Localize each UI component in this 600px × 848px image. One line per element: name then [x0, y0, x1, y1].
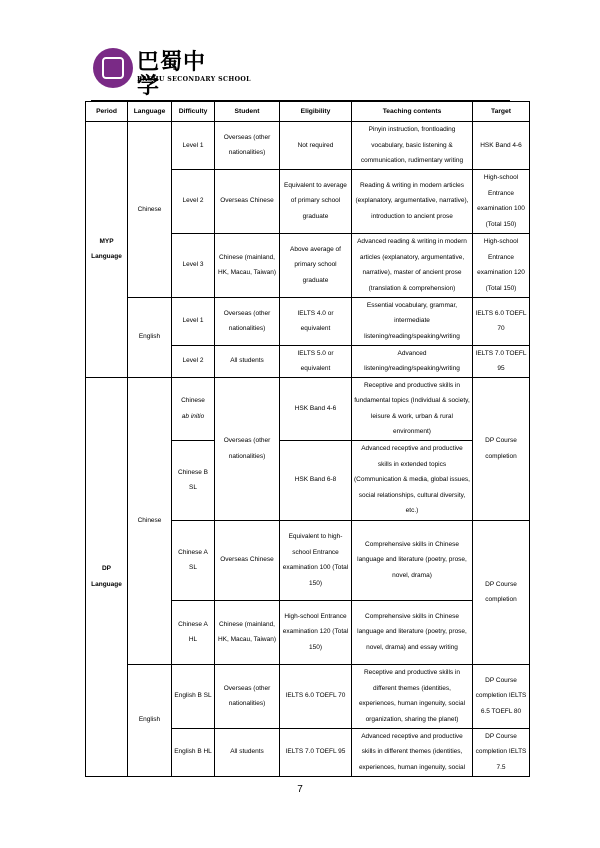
target-cell: IELTS 6.0 TOEFL 70 — [473, 297, 530, 345]
language-cell: Chinese — [128, 122, 172, 298]
contents-cell: Advanced reading & writing in modern articles (explanatory, argumentative, narrative), master of ancient prose (translation & comprehension) — [352, 233, 473, 297]
school-seal-icon — [93, 48, 133, 88]
difficulty-cell: Level 2 — [172, 169, 215, 233]
header-cell: Target — [473, 102, 530, 122]
student-cell: Overseas Chinese — [215, 520, 280, 600]
language-cell: English — [128, 297, 172, 377]
contents-cell: Comprehensive skills in Chinese language and literature (poetry, prose, novel, drama) — [352, 520, 473, 600]
contents-cell: Advanced receptive and productive skills in extended topics (Communication & media, global issues, social relationships, cultural diversity, etc.) — [352, 440, 473, 520]
difficulty-text-italic: ab initio — [181, 412, 205, 420]
target-cell: HSK Band 4-6 — [473, 122, 530, 170]
header-cell: Difficulty — [172, 102, 215, 122]
table-row — [86, 664, 530, 728]
curriculum-table — [85, 101, 530, 777]
period-cell: DP Language — [86, 377, 128, 776]
target-cell: DP Course completion — [473, 520, 530, 664]
eligibility-cell: HSK Band 6-8 — [280, 440, 352, 520]
student-cell: Chinese (mainland, HK, Macau, Taiwan) — [215, 233, 280, 297]
student-cell: Overseas (other nationalities) — [215, 377, 280, 520]
contents-cell: Receptive and productive skills in fundamental topics (Individual & society, leisure & work, urban & rural environment) — [352, 377, 473, 440]
contents-cell: Reading & writing in modern articles (explanatory, argumentative, narrative), introduction to ancient prose — [352, 169, 473, 233]
eligibility-cell: IELTS 4.0 or equivalent — [280, 297, 352, 345]
period-cell: MYP Language — [86, 122, 128, 378]
school-name-cn: 巴蜀中学 — [137, 49, 207, 99]
difficulty-text: Chinese — [181, 397, 205, 404]
eligibility-cell: IELTS 7.0 TOEFL 95 — [280, 728, 352, 776]
difficulty-cell: Level 1 — [172, 122, 215, 170]
target-cell: DP Course completion IELTS 7.5 — [473, 728, 530, 776]
eligibility-cell: Above average of primary school graduate — [280, 233, 352, 297]
student-cell: Chinese (mainland, HK, Macau, Taiwan) — [215, 600, 280, 664]
table-row — [86, 297, 530, 345]
header-cell: Teaching contents — [352, 102, 473, 122]
table-row — [86, 122, 530, 170]
contents-cell: Advanced listening/reading/speaking/writing — [352, 345, 473, 377]
school-logo — [93, 48, 251, 99]
student-cell: Overseas (other nationalities) — [215, 122, 280, 170]
difficulty-cell: Level 1 — [172, 297, 215, 345]
contents-cell: Essential vocabulary, grammar, intermediate listening/reading/speaking/writing — [352, 297, 473, 345]
target-cell: High-school Entrance examination 120 (Total 150) — [473, 233, 530, 297]
page-number: 7 — [297, 784, 303, 795]
student-cell: All students — [215, 728, 280, 776]
contents-cell: Receptive and productive skills in different themes (identities, experiences, human ingenuity, social organization, sharing the planet) — [352, 664, 473, 728]
contents-cell: Pinyin instruction, frontloading vocabulary, basic listening & communication, rudimentary writing — [352, 122, 473, 170]
difficulty-cell: English B SL — [172, 664, 215, 728]
target-cell: IELTS 7.0 TOEFL 95 — [473, 345, 530, 377]
language-cell: Chinese — [128, 377, 172, 664]
student-cell: Overseas Chinese — [215, 169, 280, 233]
eligibility-cell: Equivalent to high-school Entrance examination 100 (Total 150) — [280, 520, 352, 600]
target-cell: High-school Entrance examination 100 (Total 150) — [473, 169, 530, 233]
target-cell: DP Course completion — [473, 377, 530, 520]
target-cell: DP Course completion IELTS 6.5 TOEFL 80 — [473, 664, 530, 728]
difficulty-cell: Chinese A SL — [172, 520, 215, 600]
header-cell: Eligibility — [280, 102, 352, 122]
eligibility-cell: Equivalent to average of primary school graduate — [280, 169, 352, 233]
eligibility-cell: IELTS 5.0 or equivalent — [280, 345, 352, 377]
student-cell: All students — [215, 345, 280, 377]
school-name-en: BASHU SECONDARY SCHOOL — [137, 76, 251, 83]
table-row — [86, 377, 530, 440]
table-header-row — [86, 102, 530, 122]
difficulty-cell: English B HL — [172, 728, 215, 776]
difficulty-cell — [172, 377, 215, 440]
contents-cell: Advanced receptive and productive skills in different themes (identities, experiences, human ingenuity, social — [352, 728, 473, 776]
eligibility-cell: High-school Entrance examination 120 (Total 150) — [280, 600, 352, 664]
language-cell: English — [128, 664, 172, 776]
difficulty-cell: Chinese A HL — [172, 600, 215, 664]
eligibility-cell: HSK Band 4-6 — [280, 377, 352, 440]
student-cell: Overseas (other nationalities) — [215, 297, 280, 345]
eligibility-cell: IELTS 6.0 TOEFL 70 — [280, 664, 352, 728]
eligibility-cell: Not required — [280, 122, 352, 170]
header-cell: Student — [215, 102, 280, 122]
difficulty-cell: Chinese B SL — [172, 440, 215, 520]
contents-cell: Comprehensive skills in Chinese language and literature (poetry, prose, novel, drama) and essay writing — [352, 600, 473, 664]
header-cell: Language — [128, 102, 172, 122]
student-cell: Overseas (other nationalities) — [215, 664, 280, 728]
difficulty-cell: Level 3 — [172, 233, 215, 297]
header-cell: Period — [86, 102, 128, 122]
difficulty-cell: Level 2 — [172, 345, 215, 377]
